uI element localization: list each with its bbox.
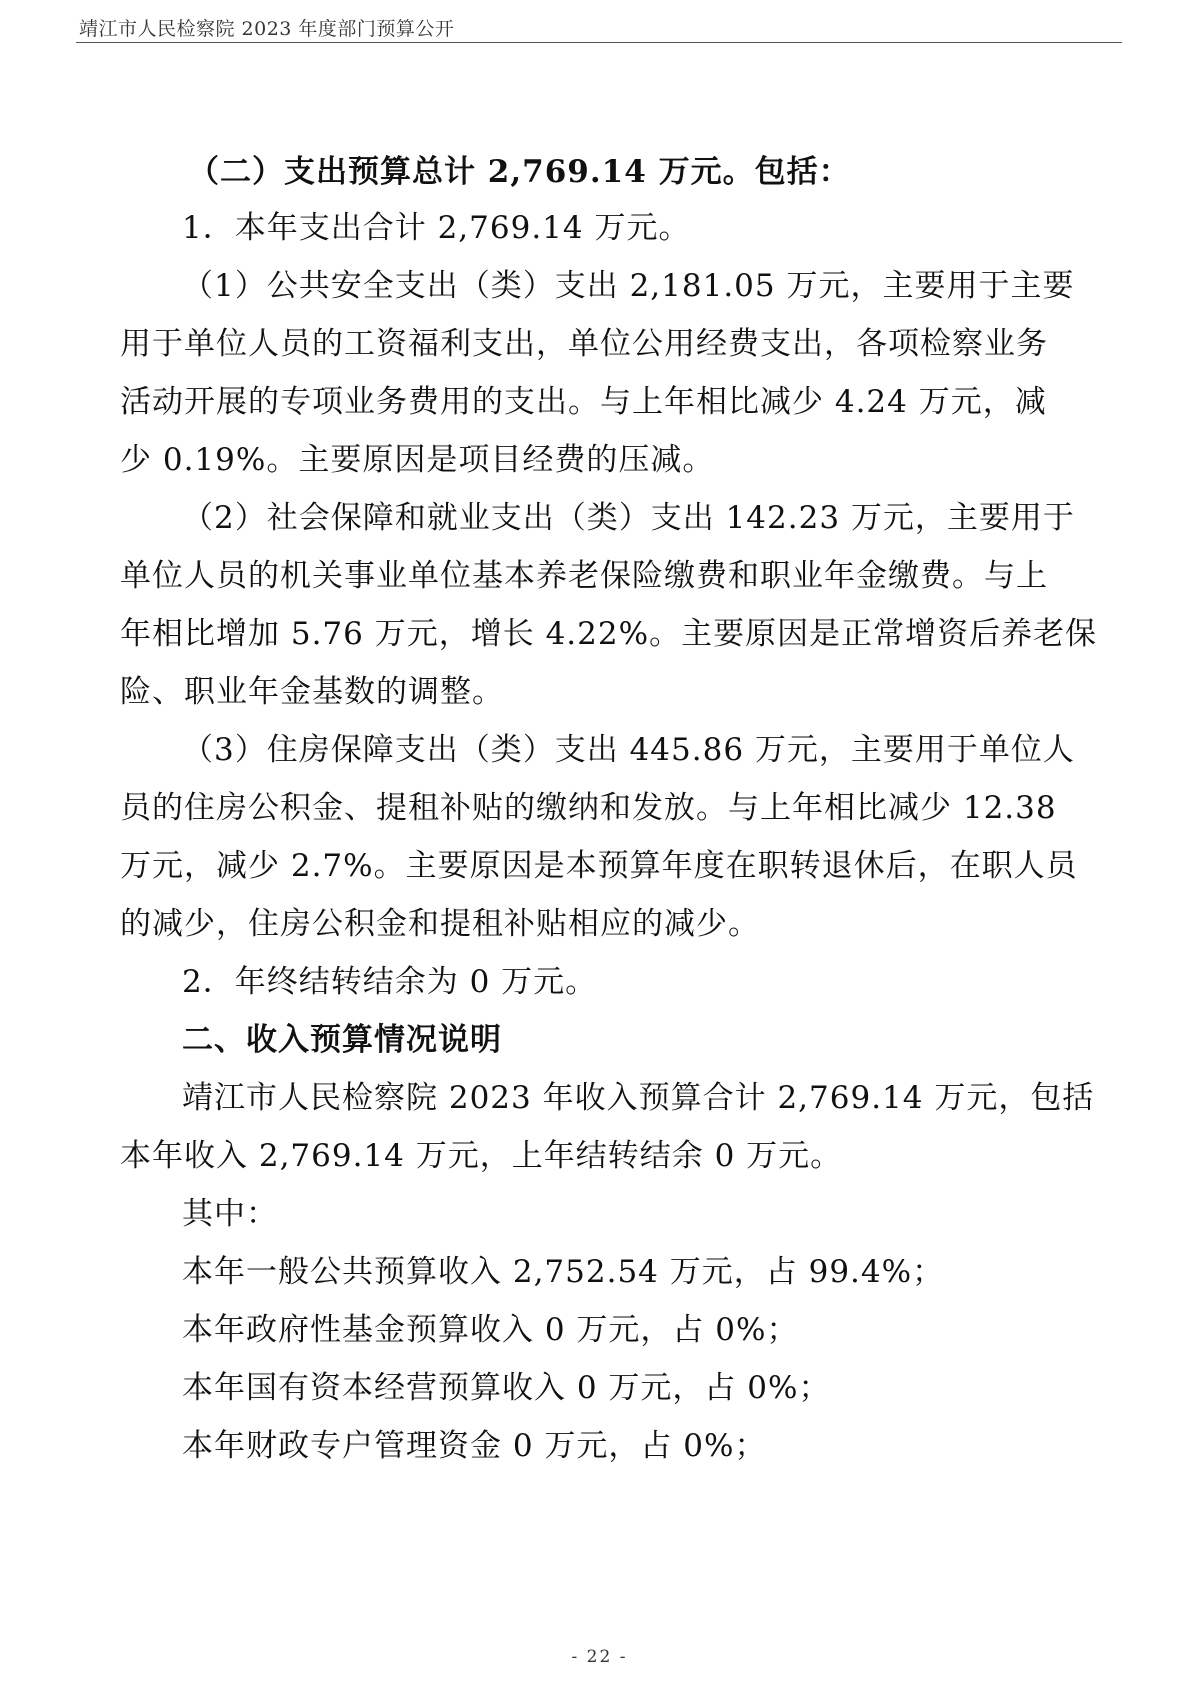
header-rule bbox=[76, 42, 1122, 43]
public-security-line-1: （1）公共安全支出（类）支出 2,181.05 万元，主要用于主要 bbox=[182, 268, 1075, 304]
social-security-line-4: 险、职业年金基数的调整。 bbox=[120, 674, 504, 710]
public-security-line-3: 活动开展的专项业务费用的支出。与上年相比减少 4.24 万元，减 bbox=[120, 384, 1047, 420]
revenue-item-state-capital: 本年国有资本经营预算收入 0 万元，占 0%； bbox=[182, 1370, 831, 1406]
carryover-line: 2．年终结转结余为 0 万元。 bbox=[182, 964, 598, 1000]
running-header: 靖江市人民检察院 2023 年度部门预算公开 bbox=[79, 18, 455, 40]
expenditure-total-line: 1．本年支出合计 2,769.14 万元。 bbox=[182, 210, 691, 246]
revenue-item-fund: 本年政府性基金预算收入 0 万元，占 0%； bbox=[182, 1312, 799, 1348]
social-security-line-3: 年相比增加 5.76 万元，增长 4.22%。主要原因是正常增资后养老保 bbox=[120, 616, 1098, 652]
section-heading: （二）支出预算总计 2,769.14 万元。包括： bbox=[188, 154, 851, 190]
housing-line-2: 员的住房公积金、提租补贴的缴纳和发放。与上年相比减少 12.38 bbox=[120, 790, 1057, 826]
page-number: - 22 - bbox=[571, 1647, 628, 1667]
revenue-intro-line-1: 靖江市人民检察院 2023 年收入预算合计 2,769.14 万元，包括 bbox=[182, 1080, 1095, 1116]
housing-line-3: 万元，减少 2.7%。主要原因是本预算年度在职转退休后，在职人员 bbox=[120, 848, 1078, 884]
housing-line-4: 的减少，住房公积金和提租补贴相应的减少。 bbox=[120, 906, 760, 942]
housing-line-1: （3）住房保障支出（类）支出 445.86 万元，主要用于单位人 bbox=[182, 732, 1075, 768]
revenue-heading: 二、收入预算情况说明 bbox=[182, 1022, 502, 1058]
social-security-line-2: 单位人员的机关事业单位基本养老保险缴费和职业年金缴费。与上 bbox=[120, 558, 1048, 594]
public-security-line-2: 用于单位人员的工资福利支出，单位公用经费支出，各项检察业务 bbox=[120, 326, 1048, 362]
revenue-item-special-account: 本年财政专户管理资金 0 万元，占 0%； bbox=[182, 1428, 767, 1464]
among-label: 其中： bbox=[182, 1196, 278, 1232]
revenue-item-general: 本年一般公共预算收入 2,752.54 万元，占 99.4%； bbox=[182, 1254, 945, 1290]
public-security-line-4: 少 0.19%。主要原因是项目经费的压减。 bbox=[120, 442, 715, 478]
revenue-intro-line-2: 本年收入 2,769.14 万元，上年结转结余 0 万元。 bbox=[120, 1138, 843, 1174]
social-security-line-1: （2）社会保障和就业支出（类）支出 142.23 万元，主要用于 bbox=[182, 500, 1075, 536]
